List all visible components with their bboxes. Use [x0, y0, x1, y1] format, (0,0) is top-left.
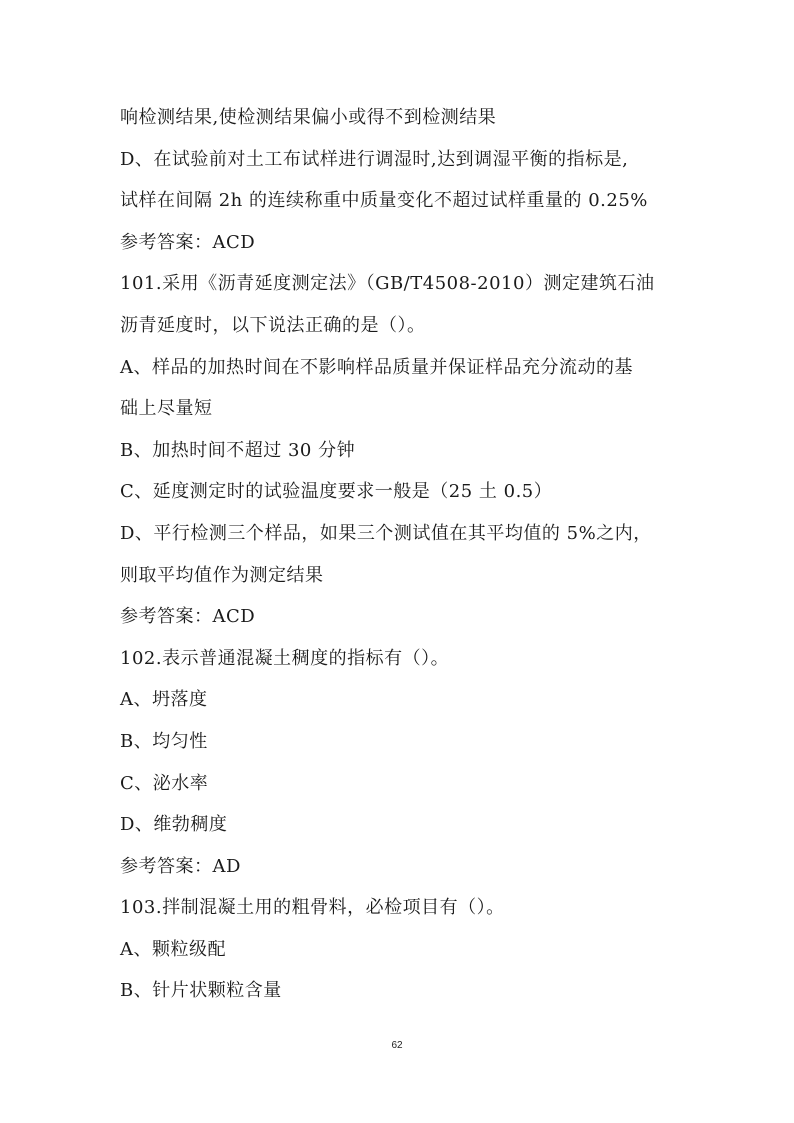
text-line: 沥青延度时，以下说法正确的是（）。 — [120, 314, 426, 336]
option-d-line: D、维勃稠度 — [120, 814, 228, 836]
option-c-line: C、泌水率 — [120, 772, 209, 794]
text-line: 础上尽量短 — [120, 398, 213, 420]
question-103: 103.拌制混凝土用的粗骨料，必检项目有（）。 — [120, 897, 505, 919]
answer-line: 参考答案：AD — [120, 855, 241, 877]
option-d-line: D、在试验前对土工布试样进行调湿时,达到调湿平衡的指标是, — [120, 148, 629, 170]
option-b-line: B、针片状颗粒含量 — [120, 980, 282, 1002]
text-line: 则取平均值作为测定结果 — [120, 564, 324, 586]
option-d-line: D、平行检测三个样品，如果三个测试值在其平均值的 5%之内， — [120, 522, 652, 544]
body-text — [120, 97, 680, 1012]
text-line: 试样在间隔 2h 的连续称重中质量变化不超过试样重量的 0.25% — [120, 190, 648, 212]
answer-line: 参考答案：ACD — [120, 606, 256, 628]
option-a-line: A、颗粒级配 — [120, 938, 226, 960]
page-number: 62 — [391, 1040, 403, 1051]
option-c-line: C、延度测定时的试验温度要求一般是（25 土 0.5） — [120, 481, 553, 503]
option-b-line: B、均匀性 — [120, 730, 208, 752]
text-line: 响检测结果,使检测结果偏小或得不到检测结果 — [120, 107, 497, 128]
option-a-line: A、坍落度 — [120, 689, 208, 711]
option-a-line: A、样品的加热时间在不影响样品质量并保证样品充分流动的基 — [120, 356, 633, 378]
question-101: 101.采用《沥青延度测定法》（GB/T4508-2010）测定建筑石油 — [120, 273, 655, 295]
answer-line: 参考答案：ACD — [120, 231, 256, 253]
option-b-line: B、加热时间不超过 30 分钟 — [120, 439, 356, 461]
question-102: 102.表示普通混凝土稠度的指标有（）。 — [120, 647, 450, 669]
